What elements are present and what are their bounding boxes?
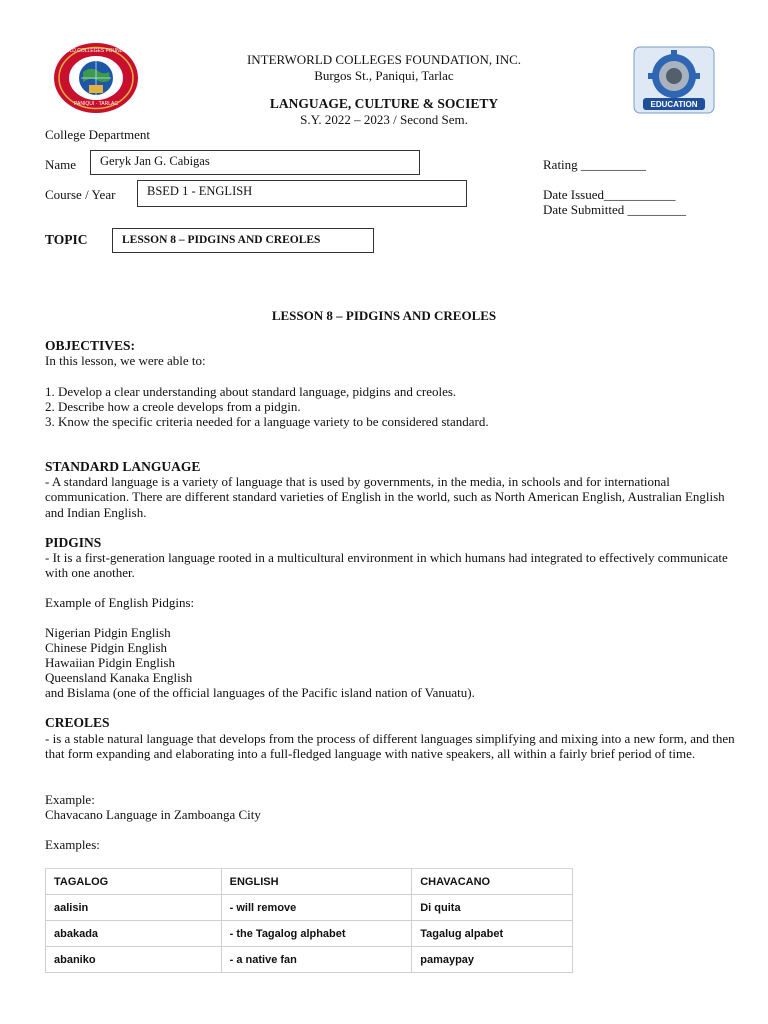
creoles-heading: CREOLES [45, 715, 110, 730]
svg-text:INTERWORLD COLLEGES FOUNDATION: INTERWORLD COLLEGES FOUNDATION INC. [42, 48, 150, 54]
table-header-row [46, 869, 573, 895]
creoles-example: Chavacano Language in Zamboanga City [45, 807, 261, 822]
lesson-title: LESSON 8 – PIDGINS AND CREOLES [271, 308, 497, 323]
pidgin-example: Nigerian Pidgin English [45, 625, 171, 640]
standard-language-heading: STANDARD LANGUAGE [45, 459, 201, 474]
objective-item: 3. Know the specific criteria needed for a language variety to be considered standard. [45, 414, 489, 429]
table-header-cell: TAGALOG [46, 869, 222, 895]
table-row [46, 895, 573, 921]
table-row [46, 921, 573, 947]
creoles-example-label: Example: [45, 792, 95, 807]
institution-address: Burgos St., Paniqui, Tarlac [314, 68, 454, 83]
table-row [46, 947, 573, 973]
institution-name: INTERWORLD COLLEGES FOUNDATION, INC. [246, 52, 522, 67]
standard-language-text: - A standard language is a variety of language that is used by governments, in the media, in schools and for international communication. There are different standard varieties of English in the world, such as North American English, Australian English and Indian English. [45, 474, 725, 520]
table-header-cell: CHAVACANO [412, 869, 573, 895]
topic-label: TOPIC [45, 232, 88, 247]
table-cell: - will remove [221, 895, 412, 921]
rating-field: Rating __________ [543, 157, 646, 172]
pidgin-example: and Bislama (one of the official languages of the Pacific island nation of Vanuatu). [45, 685, 475, 700]
table-cell: abaniko [46, 947, 222, 973]
date-submitted-field: Date Submitted _________ [543, 202, 686, 217]
table-cell: - the Tagalog alphabet [221, 921, 412, 947]
table-cell: aalisin [46, 895, 222, 921]
creoles-text: - is a stable natural language that develops from the process of different languages simplifying and mixing into a new form, and then that form expanding and elaborating into a full-fledged language with native speakers, all within a fairly brief period of time. [45, 731, 735, 762]
school-year: S.Y. 2022 – 2023 / Second Sem. [300, 112, 468, 127]
svg-text:PANIQUI · TARLAC: PANIQUI · TARLAC [74, 101, 118, 107]
table-cell: Di quita [412, 895, 573, 921]
table-header-cell: ENGLISH [221, 869, 412, 895]
pidgin-example: Chinese Pidgin English [45, 640, 168, 655]
objectives-heading: OBJECTIVES: [45, 338, 136, 353]
name-label: Name [45, 157, 77, 172]
name-field[interactable]: Geryk Jan G. Cabigas [90, 150, 420, 175]
course-year-label: Course / Year [45, 187, 116, 202]
table-cell: abakada [46, 921, 222, 947]
table-cell: pamaypay [412, 947, 573, 973]
svg-text:EDUCATION: EDUCATION [650, 100, 698, 109]
course-year-field[interactable]: BSED 1 - ENGLISH [137, 180, 467, 207]
pidgin-example: Queensland Kanaka English [45, 670, 193, 685]
pidgin-example: Hawaiian Pidgin English [45, 655, 175, 670]
pidgins-heading: PIDGINS [45, 535, 102, 550]
topic-field[interactable]: LESSON 8 – PIDGINS AND CREOLES [112, 228, 374, 253]
objectives-intro: In this lesson, we were able to: [45, 353, 206, 368]
objective-item: 2. Describe how a creole develops from a pidgin. [45, 399, 301, 414]
objective-item: 1. Develop a clear understanding about standard language, pidgins and creoles. [45, 384, 457, 399]
examples-label: Examples: [45, 837, 100, 852]
pidgins-examples-intro: Example of English Pidgins: [45, 595, 195, 610]
pidgins-text: - It is a first-generation language rooted in a multicultural environment in which humans had integrated to effectively communicate with one another. [45, 550, 728, 581]
department-label: College Department [45, 127, 151, 142]
table-cell: - a native fan [221, 947, 412, 973]
table-cell: Tagalug alpabet [412, 921, 573, 947]
course-title: LANGUAGE, CULTURE & SOCIETY [269, 96, 499, 111]
date-issued-field: Date Issued___________ [543, 187, 676, 202]
vocabulary-table [45, 868, 573, 973]
